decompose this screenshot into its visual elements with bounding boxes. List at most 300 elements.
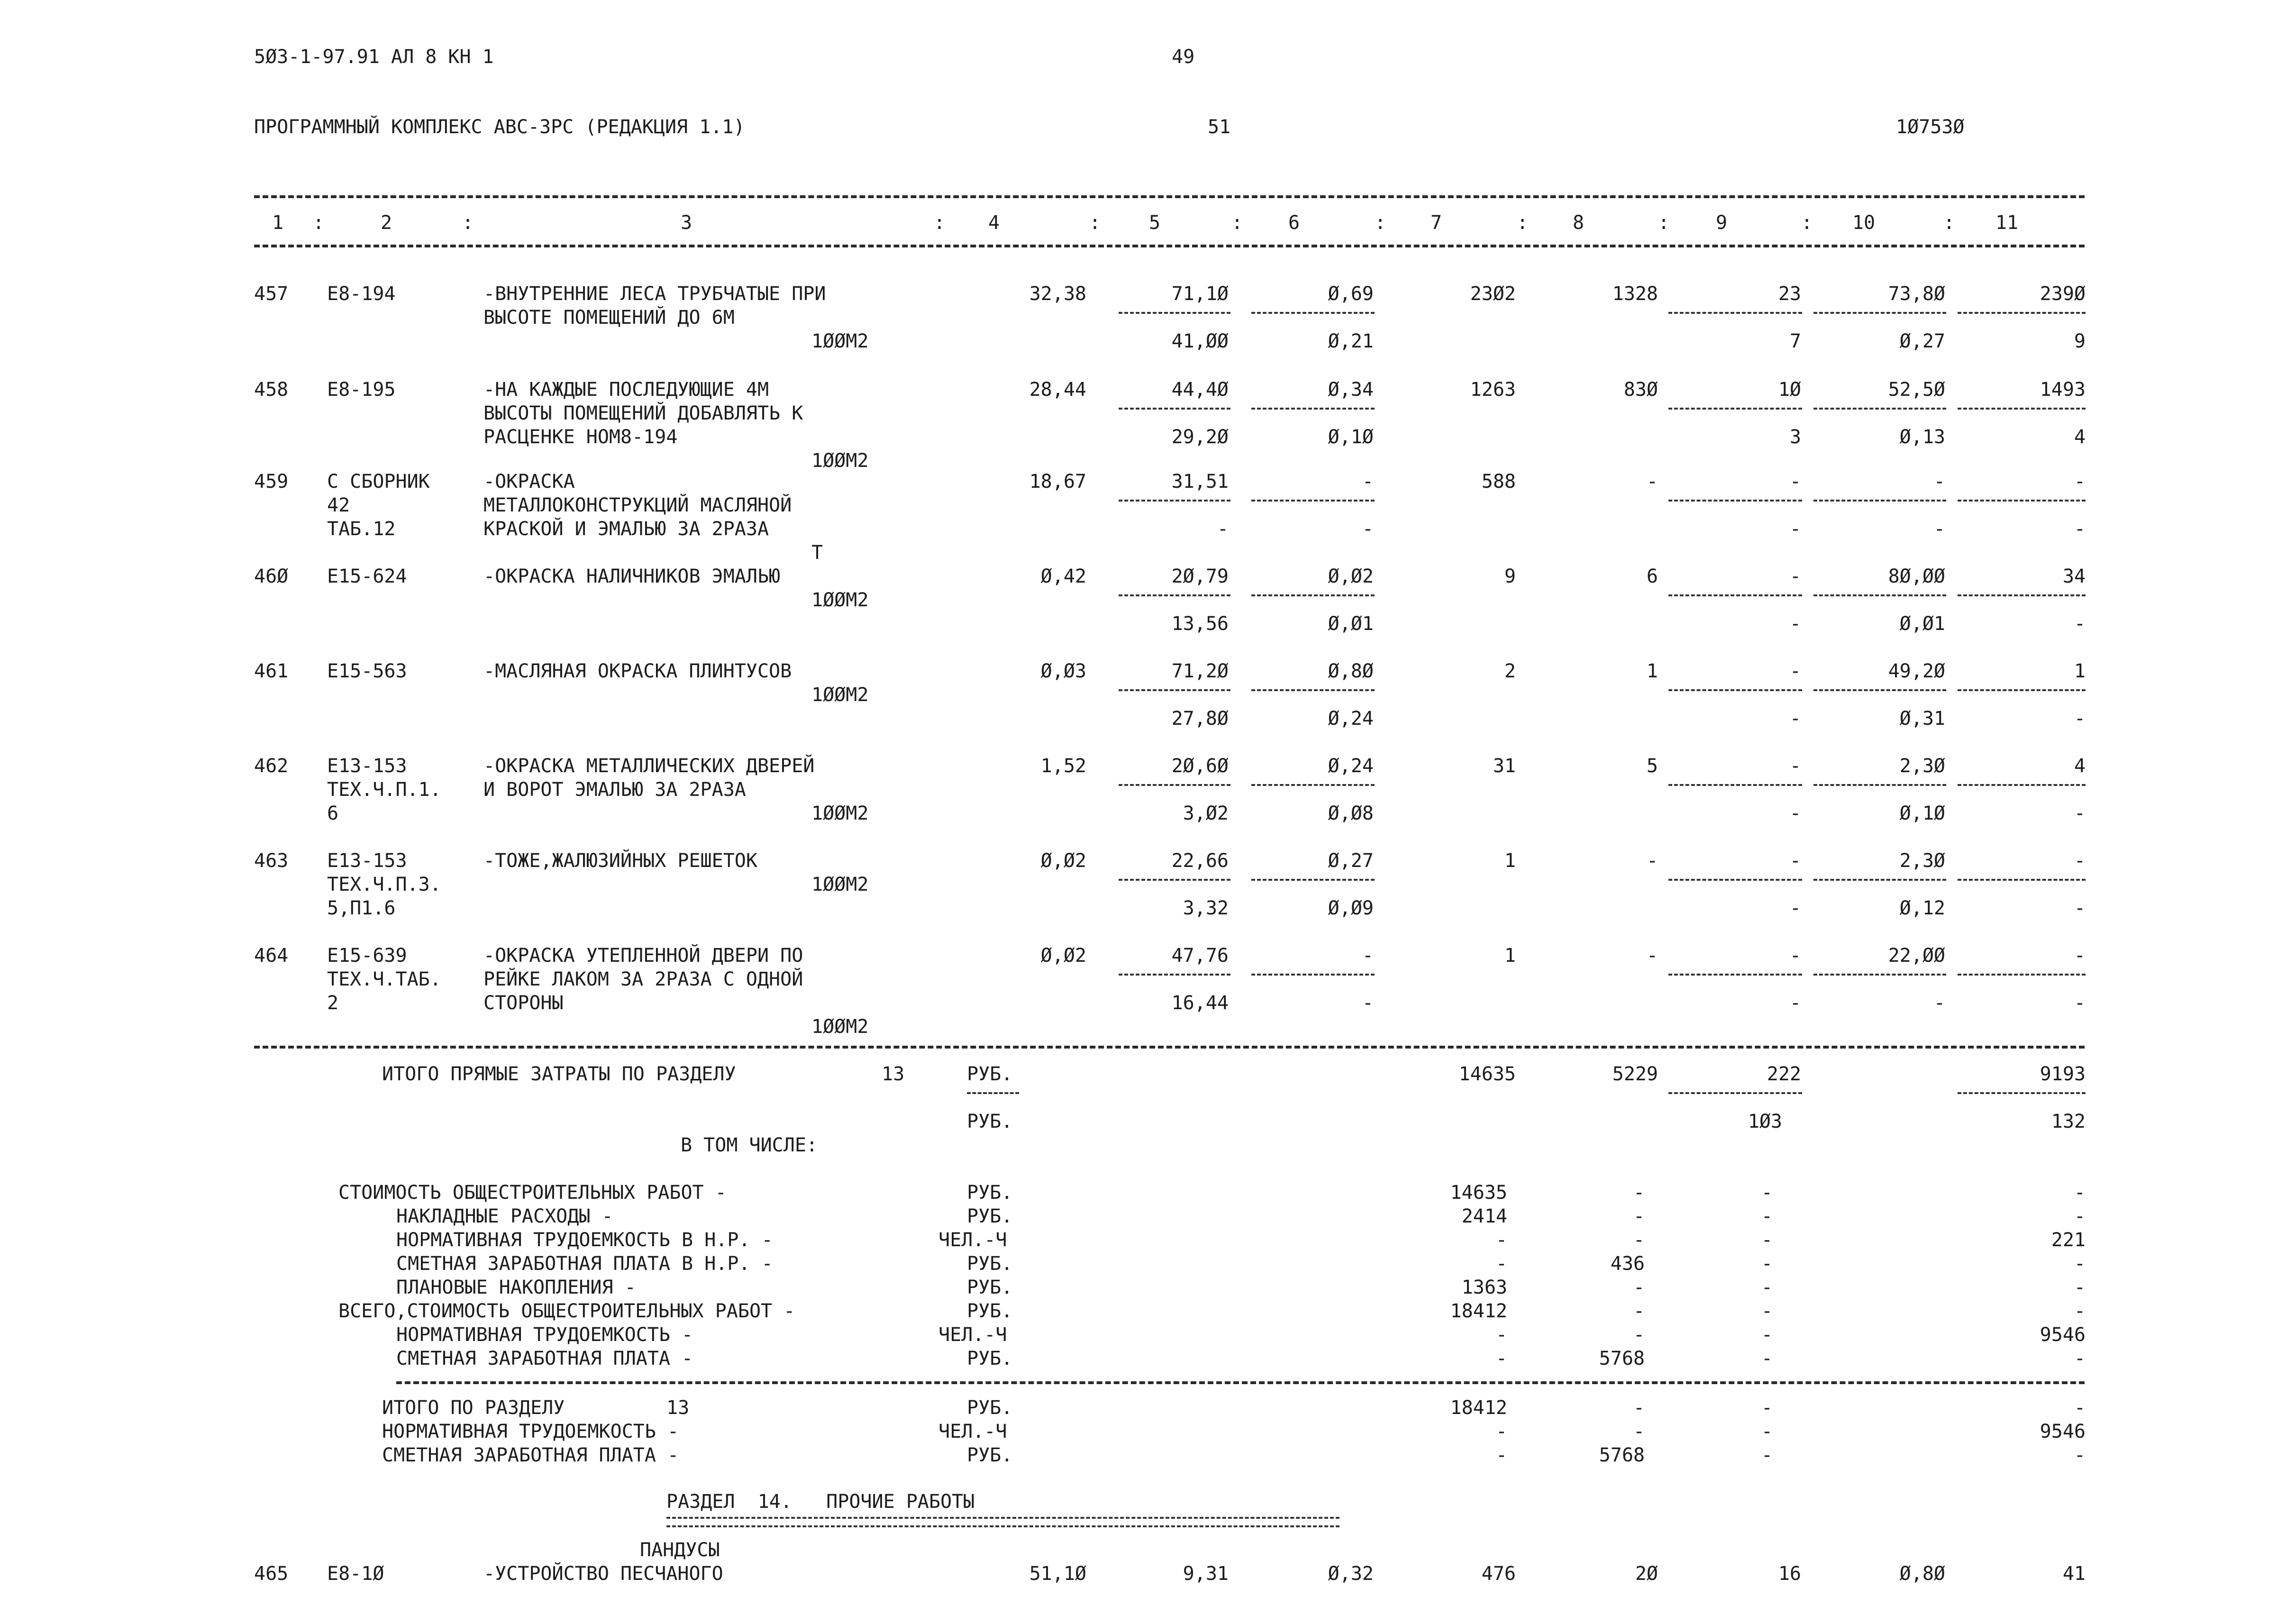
cell-c5: 47,76 [1171, 945, 1229, 967]
section-total-c8: - [1633, 1397, 1645, 1419]
cell-c8: 1328 [1612, 283, 1658, 305]
subcell-s5: 29,2Ø [1171, 426, 1229, 448]
cell-c9: - [1789, 945, 1801, 967]
cell-c5: 22,66 [1171, 850, 1229, 872]
subcell-s9: - [1789, 518, 1801, 540]
breakdown-c8: - [1633, 1205, 1645, 1227]
breakdown-c11: 9546 [2040, 1324, 2086, 1346]
row-code: ТЕХ.Ч.ТАБ. [327, 968, 441, 990]
total-subrule [967, 1092, 1019, 1094]
cell-c4: 28,44 [1029, 379, 1086, 401]
cell-subrule [1251, 408, 1375, 410]
section-total-c7: - [1495, 1421, 1507, 1442]
column-separator: : [934, 212, 946, 234]
breakdown-c9: - [1761, 1205, 1773, 1227]
breakdown-unit: РУБ. [967, 1253, 1013, 1275]
cell-subrule [1958, 689, 2086, 691]
next-section-subtitle: ПАНДУСЫ [640, 1539, 720, 1561]
subcell-s9: - [1789, 613, 1801, 635]
total-section-number: 13 [882, 1063, 905, 1085]
cell-c10: 52,5Ø [1888, 379, 1945, 401]
cell-subrule [1119, 594, 1230, 596]
subcell-s5: 27,8Ø [1171, 708, 1229, 730]
subcell-s10: Ø,1Ø [1899, 803, 1945, 824]
row-code: Е13-153 [327, 755, 407, 777]
cell-c7: 1 [1504, 945, 1516, 967]
cell-c6: Ø,69 [1328, 283, 1374, 305]
row-description: -НА КАЖДЫЕ ПОСЛЕДУЮЩИЕ 4М [483, 379, 769, 401]
subcell-s5: 3,Ø2 [1183, 803, 1229, 824]
total-s11: 132 [2051, 1111, 2086, 1132]
row-code: ТЕХ.Ч.П.3. [327, 874, 441, 895]
section-total-c9: - [1761, 1444, 1773, 1466]
subcell-s6: Ø,24 [1328, 708, 1374, 730]
cell-subrule [1958, 500, 2086, 502]
cell-c9: - [1789, 471, 1801, 493]
total-c8: 5229 [1612, 1063, 1658, 1085]
breakdown-c11: - [2074, 1300, 2086, 1322]
cell-subrule [1251, 500, 1375, 502]
cell-c11: 41 [2062, 1563, 2086, 1585]
total-c9: 222 [1767, 1063, 1801, 1085]
row-description: РЕЙКЕ ЛАКОМ ЗА 2РАЗА С ОДНОЙ [483, 968, 803, 990]
subcell-s10: - [1933, 518, 1945, 540]
row-number: 46Ø [254, 566, 289, 587]
subcell-s9: - [1789, 992, 1801, 1014]
column-separator: : [313, 212, 325, 234]
cell-subrule [1668, 974, 1802, 976]
cell-subrule [1958, 408, 2086, 410]
section-total-unit: ЧЕЛ.-Ч [938, 1421, 1007, 1442]
page-top-number: 49 [1172, 46, 1195, 68]
breakdown-c9: - [1761, 1182, 1773, 1204]
breakdown-label: СМЕТНАЯ ЗАРАБОТНАЯ ПЛАТА В Н.Р. - [396, 1253, 773, 1275]
row-code: Е8-194 [327, 283, 396, 305]
cell-c6: Ø,Ø2 [1328, 566, 1374, 587]
row-code: Е15-563 [327, 660, 407, 682]
cell-c10: 49,2Ø [1888, 660, 1945, 682]
cell-subrule [1668, 312, 1802, 314]
cell-c6: Ø,27 [1328, 850, 1374, 872]
breakdown-label: СТОИМОСТЬ ОБЩЕСТРОИТЕЛЬНЫХ РАБОТ - [338, 1182, 727, 1204]
subcell-s11: - [2074, 613, 2086, 635]
subcell-s9: - [1789, 803, 1801, 824]
row-code: 6 [327, 803, 339, 824]
breakdown-c7: 18412 [1450, 1300, 1507, 1322]
row-number: 459 [254, 471, 289, 493]
subcell-s5: - [1217, 518, 1229, 540]
breakdown-c7: - [1495, 1324, 1507, 1346]
cell-c10: Ø,8Ø [1899, 1563, 1945, 1585]
cell-c9: - [1789, 850, 1801, 872]
breakdown-unit: РУБ. [967, 1277, 1013, 1298]
program-title: ПРОГРАММНЫЙ КОМПЛЕКС АВС-3РС (РЕДАКЦИЯ 1.1) [254, 116, 745, 138]
breakdown-c9: - [1761, 1300, 1773, 1322]
total-unit2: РУБ. [967, 1111, 1013, 1132]
cell-c10: 2,3Ø [1899, 755, 1945, 777]
breakdown-c11: - [2074, 1348, 2086, 1369]
page-number: 51 [1208, 116, 1231, 138]
breakdown-c11: - [2074, 1205, 2086, 1227]
cell-c11: 4 [2074, 755, 2086, 777]
row-description: -ОКРАСКА [483, 471, 575, 493]
breakdown-label: ВСЕГО,СТОИМОСТЬ ОБЩЕСТРОИТЕЛЬНЫХ РАБОТ - [338, 1300, 795, 1322]
subcell-s9: - [1789, 708, 1801, 730]
breakdown-c8: - [1633, 1277, 1645, 1298]
total-subrule [1668, 1092, 1802, 1094]
subcell-s5: 41,ØØ [1171, 330, 1229, 352]
subcell-s9: 3 [1789, 426, 1801, 448]
breakdown-c7: - [1495, 1348, 1507, 1369]
subcell-s6: Ø,Ø8 [1328, 803, 1374, 824]
cell-subrule [1813, 974, 1946, 976]
breakdown-label: НОРМАТИВНАЯ ТРУДОЕМКОСТЬ - [396, 1324, 693, 1346]
cell-c4: 32,38 [1029, 283, 1086, 305]
row-number: 465 [254, 1563, 289, 1585]
cell-subrule [1119, 879, 1230, 881]
cell-c7: 2 [1504, 660, 1516, 682]
cell-c11: 1493 [2040, 379, 2086, 401]
cell-c11: 239Ø [2040, 283, 2086, 305]
section-total-c7: 18412 [1450, 1397, 1507, 1419]
breakdown-c7: - [1495, 1253, 1507, 1275]
cell-c5: 2Ø,79 [1171, 566, 1229, 587]
cell-subrule [1251, 594, 1375, 596]
row-unit: 1ØØМ2 [811, 330, 869, 352]
cell-c7: 476 [1481, 1563, 1516, 1585]
cell-c10: 8Ø,ØØ [1888, 566, 1945, 587]
cell-subrule [1119, 500, 1230, 502]
column-number: 1 [272, 212, 284, 234]
row-number: 461 [254, 660, 289, 682]
cell-c10: 22,ØØ [1888, 945, 1945, 967]
row-description: МЕТАЛЛОКОНСТРУКЦИЙ МАСЛЯНОЙ [483, 494, 792, 516]
breakdown-c9: - [1761, 1324, 1773, 1346]
subcell-s11: - [2074, 518, 2086, 540]
subcell-s5: 3,32 [1183, 897, 1229, 919]
cell-subrule [1813, 879, 1946, 881]
cell-subrule [1813, 594, 1946, 596]
row-unit: 1ØØМ2 [811, 803, 869, 824]
cell-subrule [1813, 784, 1946, 786]
cell-c6: - [1362, 471, 1374, 493]
row-description: -ОКРАСКА НАЛИЧНИКОВ ЭМАЛЬЮ [483, 566, 781, 587]
subcell-s11: - [2074, 708, 2086, 730]
cell-subrule [1958, 879, 2086, 881]
subcell-s10: Ø,31 [1899, 708, 1945, 730]
next-section-underline [666, 1517, 1339, 1527]
subcell-s11: - [2074, 803, 2086, 824]
cell-subrule [1813, 408, 1946, 410]
subcell-s6: Ø,1Ø [1328, 426, 1374, 448]
subcell-s5: 16,44 [1171, 992, 1229, 1014]
breakdown-c8: 436 [1610, 1253, 1645, 1275]
cell-subrule [1668, 879, 1802, 881]
cell-c11: - [2074, 471, 2086, 493]
section-total-number: 13 [666, 1397, 690, 1419]
column-number: 5 [1148, 212, 1161, 234]
cell-c11: 1 [2074, 660, 2086, 682]
cell-c8: - [1646, 850, 1658, 872]
cell-subrule [1958, 974, 2086, 976]
header-rule-bottom [254, 245, 2085, 247]
column-number: 11 [1995, 212, 2019, 234]
cell-c9: - [1789, 566, 1801, 587]
cell-c7: 23Ø2 [1470, 283, 1516, 305]
breakdown-unit: ЧЕЛ.-Ч [938, 1229, 1007, 1251]
cell-subrule [1668, 689, 1802, 691]
cell-subrule [1251, 784, 1375, 786]
cell-c7: 1263 [1470, 379, 1516, 401]
cell-subrule [1958, 594, 2086, 596]
cell-c4: 51,1Ø [1029, 1563, 1086, 1585]
cell-c4: Ø,42 [1040, 566, 1086, 587]
section-total-c9: - [1761, 1421, 1773, 1442]
cell-c8: 5 [1646, 755, 1658, 777]
cell-c10: 2,3Ø [1899, 850, 1945, 872]
subcell-s10: Ø,27 [1899, 330, 1945, 352]
cell-c6: Ø,34 [1328, 379, 1374, 401]
column-separator: : [1943, 212, 1955, 234]
cell-c9: - [1789, 660, 1801, 682]
cell-c4: Ø,Ø2 [1040, 850, 1086, 872]
cell-subrule [1668, 408, 1802, 410]
cell-c8: - [1646, 471, 1658, 493]
row-description: -ОКРАСКА УТЕПЛЕННОЙ ДВЕРИ ПО [483, 945, 803, 967]
row-number: 457 [254, 283, 289, 305]
column-separator: : [1375, 212, 1386, 234]
breakdown-unit: ЧЕЛ.-Ч [938, 1324, 1007, 1346]
section-rule [254, 1046, 2085, 1049]
subcell-s11: - [2074, 897, 2086, 919]
cell-c6: Ø,8Ø [1328, 660, 1374, 682]
column-number: 2 [380, 212, 392, 234]
cell-c4: Ø,Ø2 [1040, 945, 1086, 967]
row-number: 464 [254, 945, 289, 967]
subcell-s10: Ø,Ø1 [1899, 613, 1945, 635]
total-s9: 1Ø3 [1748, 1111, 1782, 1132]
cell-subrule [1251, 689, 1375, 691]
cell-c8: 2Ø [1635, 1563, 1658, 1585]
section-total-label: НОРМАТИВНАЯ ТРУДОЕМКОСТЬ - [382, 1421, 679, 1442]
section-total-label: СМЕТНАЯ ЗАРАБОТНАЯ ПЛАТА - [382, 1444, 679, 1466]
breakdown-c11: - [2074, 1277, 2086, 1298]
cell-c9: 23 [1778, 283, 1801, 305]
row-code: С СБОРНИК [327, 471, 430, 493]
row-number: 463 [254, 850, 289, 872]
row-number: 462 [254, 755, 289, 777]
cell-c6: - [1362, 945, 1374, 967]
row-description: -МАСЛЯНАЯ ОКРАСКА ПЛИНТУСОВ [483, 660, 792, 682]
column-separator: : [1089, 212, 1101, 234]
header-rule-top [254, 195, 2085, 198]
cell-subrule [1668, 594, 1802, 596]
cell-c10: 73,8Ø [1888, 283, 1945, 305]
cell-subrule [1251, 974, 1375, 976]
cell-subrule [1119, 784, 1230, 786]
cell-c7: 1 [1504, 850, 1516, 872]
cell-c8: - [1646, 945, 1658, 967]
subcell-s5: 13,56 [1171, 613, 1229, 635]
row-unit: 1ØØМ2 [811, 589, 869, 611]
row-code: 2 [327, 992, 339, 1014]
column-separator: : [462, 212, 474, 234]
cell-subrule [1813, 312, 1946, 314]
row-code: Е8-195 [327, 379, 396, 401]
section-total-c8: 5768 [1599, 1444, 1645, 1466]
breakdown-label: ПЛАНОВЫЕ НАКОПЛЕНИЯ - [396, 1277, 636, 1298]
row-code: ТЕХ.Ч.П.1. [327, 779, 441, 801]
breakdown-c11: 221 [2051, 1229, 2086, 1251]
cell-subrule [1958, 784, 2086, 786]
row-code: Е8-1Ø [327, 1563, 384, 1585]
cell-c4: 18,67 [1029, 471, 1086, 493]
column-number: 3 [680, 212, 692, 234]
breakdown-c8: - [1633, 1229, 1645, 1251]
section-total-rule [396, 1381, 2085, 1384]
column-separator: : [1801, 212, 1813, 234]
section-total-c8: - [1633, 1421, 1645, 1442]
cell-c8: 6 [1646, 566, 1658, 587]
cell-c9: 1Ø [1778, 379, 1801, 401]
row-code: Е13-153 [327, 850, 407, 872]
cell-c9: 16 [1778, 1563, 1801, 1585]
section-total-c11: 9546 [2040, 1421, 2086, 1442]
breakdown-unit: РУБ. [967, 1205, 1013, 1227]
breakdown-label: НАКЛАДНЫЕ РАСХОДЫ - [396, 1205, 613, 1227]
total-subrule [1958, 1092, 2086, 1094]
subcell-s10: - [1933, 992, 1945, 1014]
cell-c8: 83Ø [1623, 379, 1658, 401]
cell-subrule [1119, 974, 1230, 976]
breakdown-c8: - [1633, 1300, 1645, 1322]
column-number: 8 [1572, 212, 1585, 234]
column-separator: : [1517, 212, 1529, 234]
row-description: КРАСКОЙ И ЭМАЛЬЮ ЗА 2РАЗА [483, 518, 769, 540]
breakdown-c8: - [1633, 1182, 1645, 1204]
row-description: РАСЦЕНКЕ НОМ8-194 [483, 426, 678, 448]
cell-c7: 9 [1504, 566, 1516, 587]
breakdown-unit: РУБ. [967, 1182, 1013, 1204]
cell-subrule [1958, 312, 2086, 314]
cell-c4: Ø,Ø3 [1040, 660, 1086, 682]
section-total-c9: - [1761, 1397, 1773, 1419]
row-unit: 1ØØМ2 [811, 684, 869, 706]
column-number: 7 [1430, 212, 1442, 234]
breakdown-c7: 1363 [1461, 1277, 1507, 1298]
doc-number: 1Ø753Ø [1896, 116, 1965, 138]
cell-c5: 71,1Ø [1171, 283, 1229, 305]
column-number: 4 [988, 212, 1000, 234]
cell-c4: 1,52 [1040, 755, 1086, 777]
column-number: 10 [1852, 212, 1876, 234]
breakdown-c9: - [1761, 1277, 1773, 1298]
breakdown-c11: - [2074, 1253, 2086, 1275]
next-section-title: РАЗДЕЛ 14. ПРОЧИЕ РАБОТЫ [666, 1491, 975, 1513]
cell-c11: 34 [2062, 566, 2086, 587]
row-code: ТАБ.12 [327, 518, 396, 540]
row-description: -ТОЖЕ,ЖАЛЮЗИЙНЫХ РЕШЕТОК [483, 850, 757, 872]
breakdown-c8: 5768 [1599, 1348, 1645, 1369]
subcell-s6: Ø,Ø1 [1328, 613, 1374, 635]
subcell-s6: - [1362, 518, 1374, 540]
subcell-s6: Ø,Ø9 [1328, 897, 1374, 919]
column-number: 9 [1715, 212, 1728, 234]
cell-c5: 44,4Ø [1171, 379, 1229, 401]
column-separator: : [1231, 212, 1243, 234]
row-number: 458 [254, 379, 289, 401]
breakdown-c9: - [1761, 1253, 1773, 1275]
breakdown-c7: - [1495, 1229, 1507, 1251]
row-description: СТОРОНЫ [483, 992, 564, 1014]
subcell-s11: 4 [2074, 426, 2086, 448]
row-unit: Т [811, 542, 823, 564]
subcell-s9: 7 [1789, 330, 1801, 352]
section-total-c11: - [2074, 1397, 2086, 1419]
cell-c5: 9,31 [1183, 1563, 1229, 1585]
cell-subrule [1813, 500, 1946, 502]
subcell-s6: - [1362, 992, 1374, 1014]
column-separator: : [1658, 212, 1670, 234]
row-description: -ОКРАСКА МЕТАЛЛИЧЕСКИХ ДВЕРЕЙ [483, 755, 815, 777]
total-unit: РУБ. [967, 1063, 1013, 1085]
breakdown-c8: - [1633, 1324, 1645, 1346]
cell-subrule [1119, 408, 1230, 410]
subcell-s6: Ø,21 [1328, 330, 1374, 352]
row-code: 5,П1.6 [327, 897, 396, 919]
doc-code: 5Ø3-1-97.91 АЛ 8 КН 1 [254, 46, 494, 68]
row-unit: 1ØØМ2 [811, 874, 869, 895]
cell-c6: Ø,24 [1328, 755, 1374, 777]
total-c7: 14635 [1458, 1063, 1516, 1085]
breakdown-unit: РУБ. [967, 1300, 1013, 1322]
section-total-c11: - [2074, 1444, 2086, 1466]
total-c11: 9193 [2040, 1063, 2086, 1085]
subcell-s9: - [1789, 897, 1801, 919]
row-unit: 1ØØМ2 [811, 450, 869, 472]
breakdown-label: НОРМАТИВНАЯ ТРУДОЕМКОСТЬ В Н.Р. - [396, 1229, 773, 1251]
row-description: -УСТРОЙСТВО ПЕСЧАНОГО [483, 1563, 723, 1585]
cell-c11: - [2074, 945, 2086, 967]
breakdown-c9: - [1761, 1348, 1773, 1369]
cell-subrule [1119, 689, 1230, 691]
cell-c7: 31 [1493, 755, 1516, 777]
total-direct-label: ИТОГО ПРЯМЫЕ ЗАТРАТЫ ПО РАЗДЕЛУ [382, 1063, 736, 1085]
breakdown-c11: - [2074, 1182, 2086, 1204]
cell-c6: Ø,32 [1328, 1563, 1374, 1585]
breakdown-c7: 2414 [1461, 1205, 1507, 1227]
cell-c10: - [1933, 471, 1945, 493]
section-total-unit: РУБ. [967, 1444, 1013, 1466]
cell-subrule [1668, 784, 1802, 786]
subcell-s10: Ø,12 [1899, 897, 1945, 919]
cell-c5: 2Ø,6Ø [1171, 755, 1229, 777]
breakdown-c9: - [1761, 1229, 1773, 1251]
breakdown-c7: 14635 [1450, 1182, 1507, 1204]
cell-subrule [1251, 312, 1375, 314]
cell-subrule [1668, 500, 1802, 502]
including-label: В ТОМ ЧИСЛЕ: [681, 1134, 818, 1156]
section-total-label: ИТОГО ПО РАЗДЕЛУ [382, 1397, 565, 1419]
section-total-unit: РУБ. [967, 1397, 1013, 1419]
row-code: 42 [327, 494, 350, 516]
cell-c9: - [1789, 755, 1801, 777]
cell-c7: 588 [1481, 471, 1516, 493]
row-description: ВЫСОТЫ ПОМЕЩЕНИЙ ДОБАВЛЯТЬ К [483, 402, 803, 424]
breakdown-label: СМЕТНАЯ ЗАРАБОТНАЯ ПЛАТА - [396, 1348, 693, 1369]
cell-c5: 31,51 [1171, 471, 1229, 493]
cell-c8: 1 [1646, 660, 1658, 682]
